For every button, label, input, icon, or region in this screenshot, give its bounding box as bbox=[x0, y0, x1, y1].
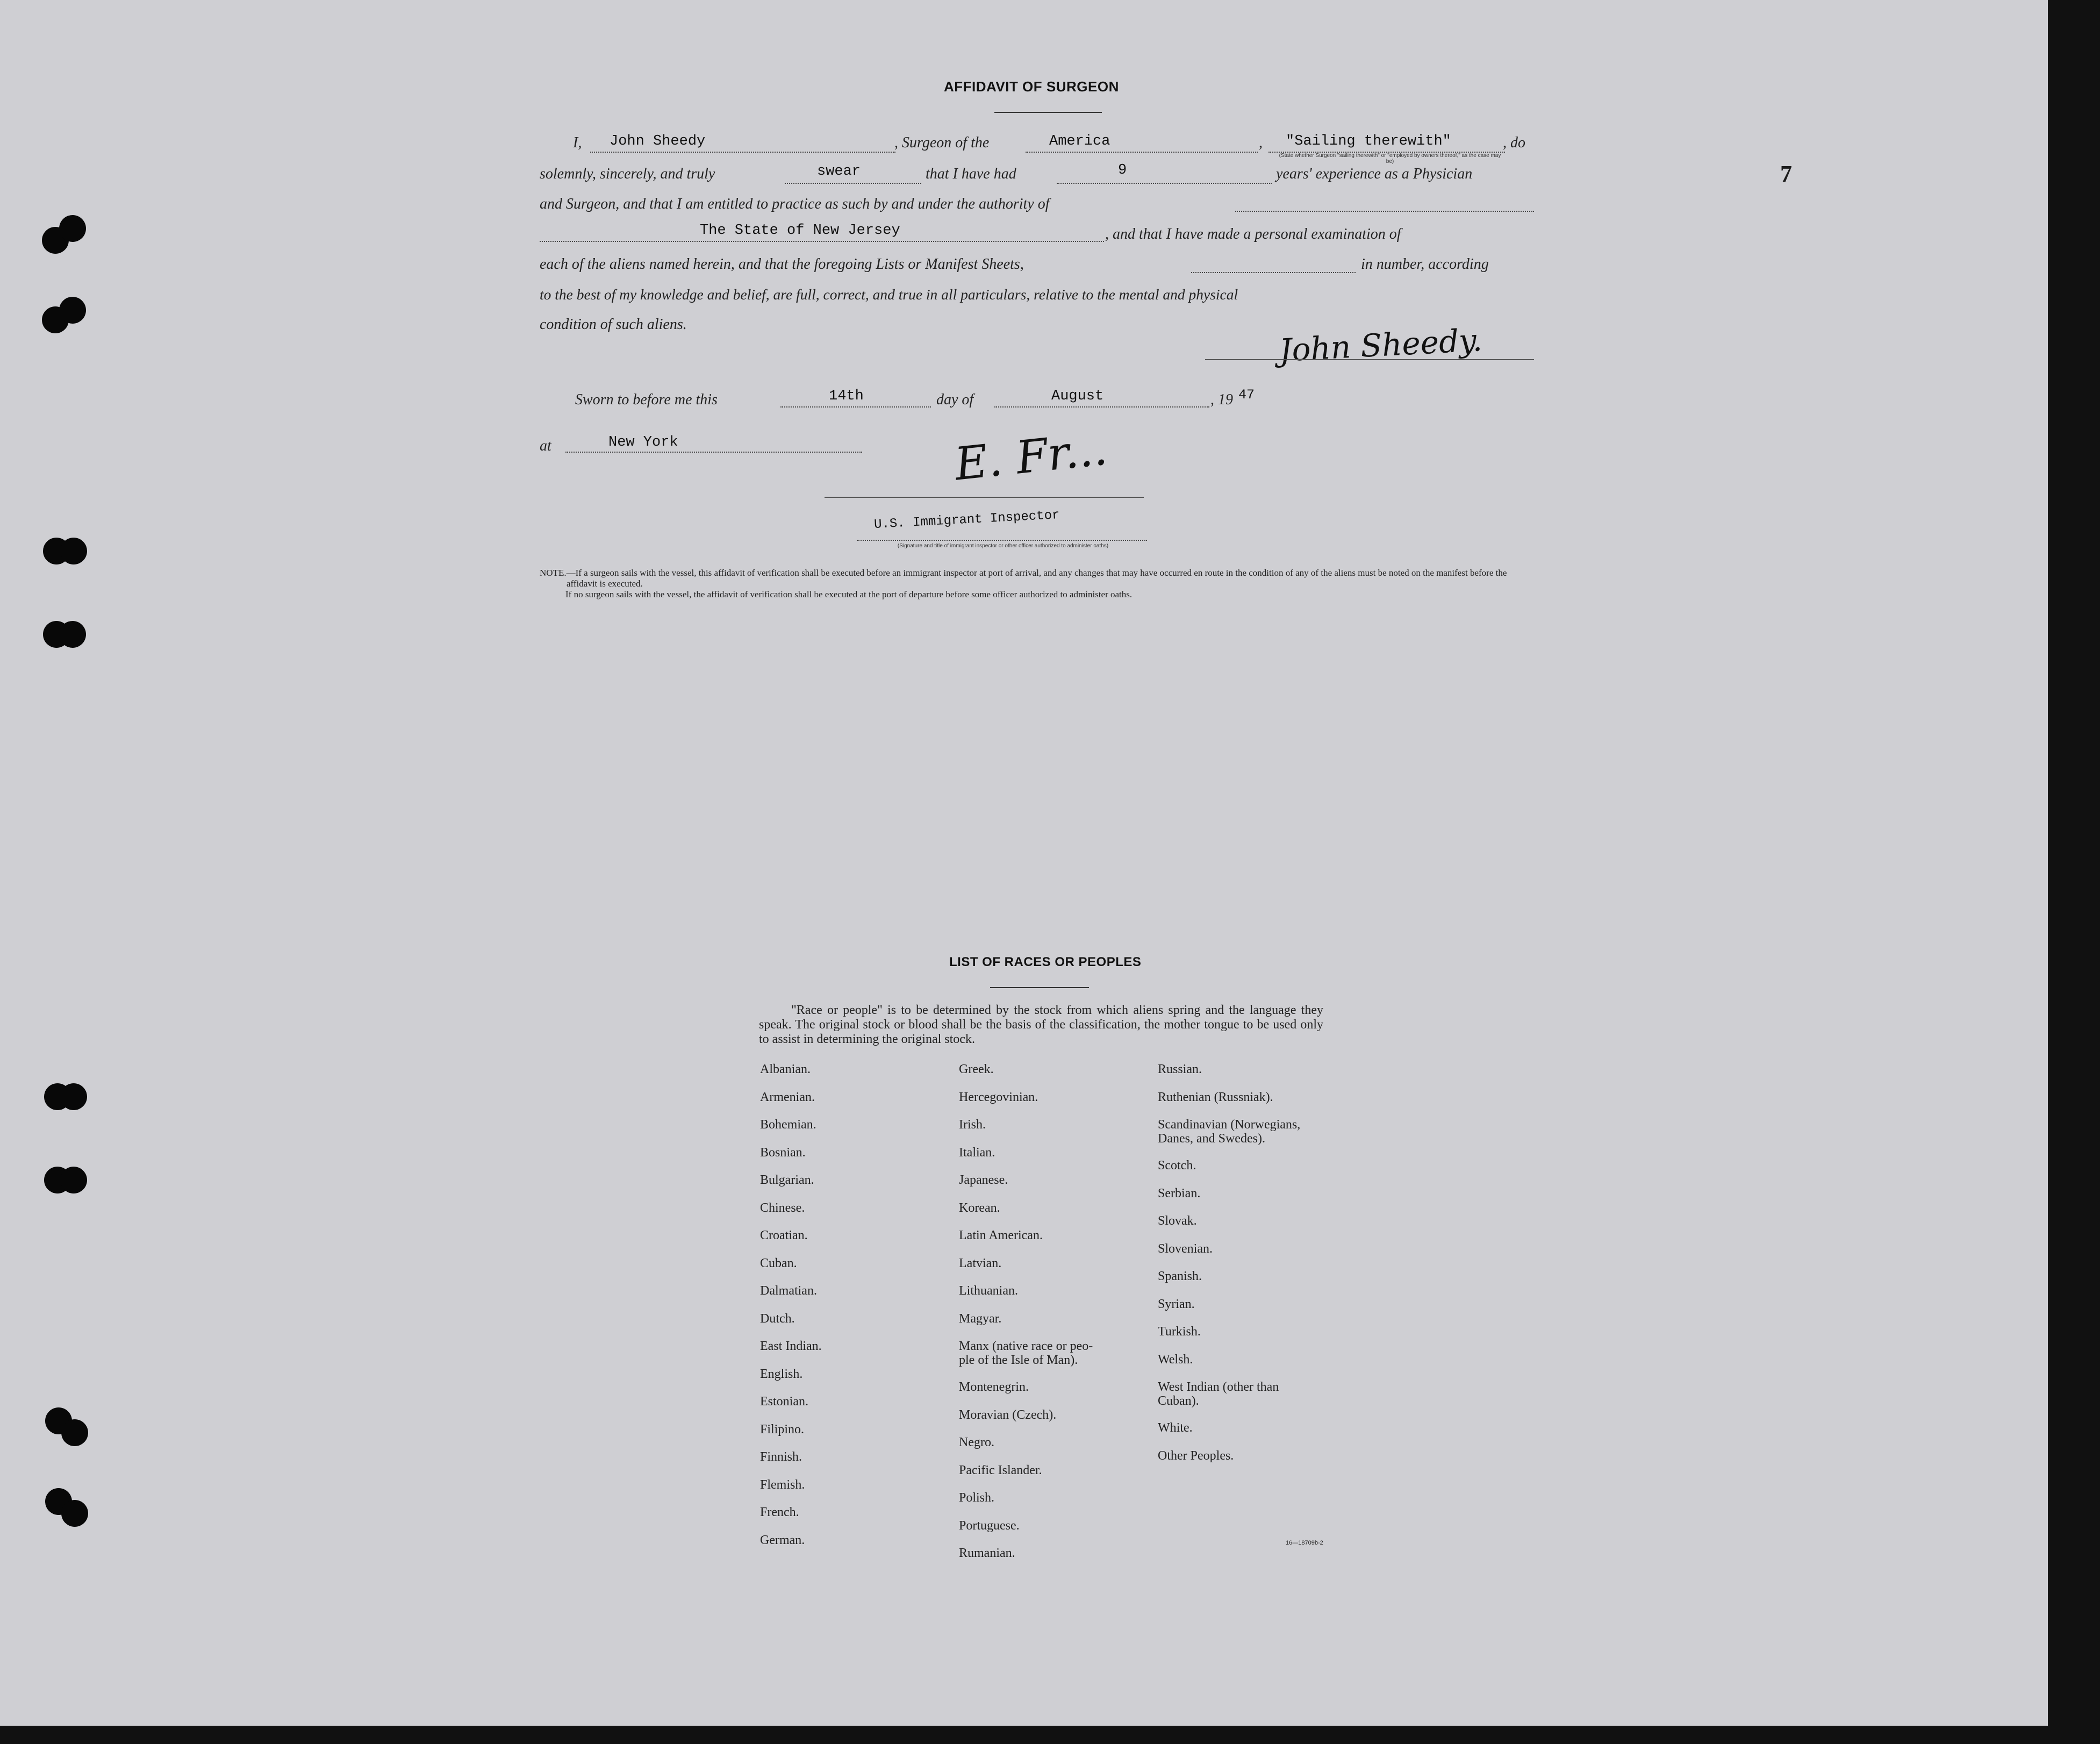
sailing-status-note: (State whether Surgeon "sailing therewith" or "employed by owners thereof," as the case may be) bbox=[1279, 153, 1501, 165]
race-item: Estonian. bbox=[760, 1395, 808, 1409]
race-item: Russian. bbox=[1158, 1062, 1202, 1076]
sailing-status-field: "Sailing therewith" bbox=[1286, 133, 1451, 149]
punch-hole bbox=[60, 538, 87, 564]
years-line bbox=[1057, 183, 1272, 184]
affidavit-line-2a: solemnly, sincerely, and truly bbox=[540, 166, 715, 182]
affidavit-note-2: If no surgeon sails with the vessel, the affidavit of verification shall be executed at the port of departure before some officer authorized to administer oaths. bbox=[565, 589, 1133, 599]
race-item: White. bbox=[1158, 1421, 1193, 1435]
authority-line-b bbox=[540, 241, 1104, 242]
punch-hole bbox=[59, 215, 86, 242]
sheets-count-line bbox=[1191, 272, 1356, 273]
oath-line bbox=[785, 183, 921, 184]
race-item: Bosnian. bbox=[760, 1145, 806, 1160]
affidavit-line-7: condition of such aliens. bbox=[540, 316, 687, 333]
sworn-day-line bbox=[780, 406, 931, 408]
ship-name-field: America bbox=[1049, 133, 1110, 149]
punch-hole bbox=[59, 297, 86, 324]
race-item: East Indian. bbox=[760, 1339, 822, 1353]
affidavit-note-1: NOTE.—If a surgeon sails with the vessel, this affidavit of verification shall be executed before an immigrant inspector at port of arrival, and any changes that may have occurred en route in the condition of any of the aliens must be noted on the manifest before the affidavit is executed. bbox=[540, 568, 1507, 589]
race-item: Portuguese. bbox=[959, 1518, 1020, 1533]
race-item: Serbian. bbox=[1158, 1186, 1201, 1200]
sworn-month-line bbox=[994, 406, 1209, 408]
inspector-title: U.S. Immigrant Inspector bbox=[873, 508, 1060, 533]
form-code: 16—18709b-2 bbox=[1286, 1540, 1323, 1546]
punch-hole bbox=[61, 1500, 88, 1527]
race-item: English. bbox=[760, 1367, 803, 1381]
at-place-field: New York bbox=[608, 434, 678, 451]
race-item: Italian. bbox=[959, 1145, 995, 1160]
sworn-month-field: August bbox=[1051, 388, 1104, 404]
affidavit-line-2b: that I have had bbox=[926, 166, 1016, 182]
page-number: 7 bbox=[1780, 161, 1792, 187]
years-field: 9 bbox=[1118, 162, 1127, 178]
sworn-year-field: 47 bbox=[1238, 387, 1255, 403]
race-item: Japanese. bbox=[959, 1173, 1008, 1187]
race-item: French. bbox=[760, 1505, 799, 1519]
race-item: Scotch. bbox=[1158, 1159, 1196, 1173]
race-item: Albanian. bbox=[760, 1062, 811, 1076]
surgeon-of-text: , Surgeon of the bbox=[894, 134, 990, 151]
race-item: Manx (native race or peo- ple of the Isle of Man). bbox=[959, 1339, 1093, 1367]
race-item: Greek. bbox=[959, 1062, 994, 1076]
inspector-line-b bbox=[857, 540, 1147, 541]
punch-hole bbox=[60, 1083, 87, 1110]
inspector-caption: (Signature and title of immigrant inspector or other officer authorized to administer oaths) bbox=[897, 543, 1109, 549]
surgeon-signature: John Sheedy. bbox=[1278, 321, 1483, 369]
sworn-year-prefix: , 19 bbox=[1210, 391, 1233, 408]
race-item: German. bbox=[760, 1533, 805, 1547]
race-item: Slovak. bbox=[1158, 1214, 1197, 1228]
at-place-line bbox=[565, 452, 862, 453]
scan-edge-right bbox=[2048, 0, 2100, 1744]
race-item: Latvian. bbox=[959, 1256, 1002, 1270]
race-item: Croatian. bbox=[760, 1228, 808, 1242]
inspector-signature: E. Fr... bbox=[952, 422, 1110, 491]
affidavit-line-4: , and that I have made a personal examination of bbox=[1105, 226, 1401, 242]
sworn-day-field: 14th bbox=[829, 388, 864, 404]
surgeon-name-field: John Sheedy bbox=[610, 133, 706, 149]
race-item: Lithuanian. bbox=[959, 1284, 1018, 1298]
punch-hole bbox=[59, 621, 86, 648]
race-item: Cuban. bbox=[760, 1256, 797, 1270]
title-underline bbox=[994, 112, 1102, 113]
oath-field: swear bbox=[817, 163, 861, 180]
affidavit-line-2c: years' experience as a Physician bbox=[1276, 166, 1473, 182]
race-item: Pacific Islander. bbox=[959, 1463, 1042, 1477]
race-item: Rumanian. bbox=[959, 1546, 1015, 1560]
punch-hole bbox=[60, 1167, 87, 1193]
race-item: Other Peoples. bbox=[1158, 1448, 1234, 1463]
race-item: Filipino. bbox=[760, 1422, 805, 1436]
race-item: Negro. bbox=[959, 1435, 994, 1449]
punch-hole bbox=[61, 1419, 88, 1446]
race-item: Turkish. bbox=[1158, 1325, 1201, 1339]
race-item: Magyar. bbox=[959, 1311, 1002, 1326]
race-item: West Indian (other than Cuban). bbox=[1158, 1380, 1279, 1408]
race-item: Montenegrin. bbox=[959, 1380, 1029, 1394]
race-item: Welsh. bbox=[1158, 1352, 1193, 1367]
authority-line-a bbox=[1235, 211, 1534, 212]
race-item: Polish. bbox=[959, 1491, 995, 1505]
comma-text: , bbox=[1259, 134, 1263, 151]
scan-edge-bottom bbox=[0, 1726, 2100, 1744]
race-item: Chinese. bbox=[760, 1200, 805, 1215]
affidavit-line-5b: in number, according bbox=[1361, 256, 1489, 273]
races-title: LIST OF RACES OR PEOPLES bbox=[949, 955, 1142, 969]
sworn-text-b: day of bbox=[936, 391, 974, 408]
race-item: Moravian (Czech). bbox=[959, 1407, 1057, 1422]
race-item: Finnish. bbox=[760, 1450, 802, 1464]
affidavit-pre-name: I, bbox=[573, 134, 582, 151]
races-intro: "Race or people" is to be determined by the stock from which aliens spring and the language they speak. The original stock or blood shall be the basis of the classification, the mother tongue to be used only to assist in determining the original stock. bbox=[759, 1003, 1323, 1046]
ship-line bbox=[1026, 152, 1258, 153]
race-item: Irish. bbox=[959, 1118, 986, 1132]
surgeon-signature-line bbox=[1205, 359, 1534, 360]
authority-field: The State of New Jersey bbox=[700, 223, 900, 239]
race-item: Latin American. bbox=[959, 1228, 1043, 1242]
race-item: Scandinavian (Norwegians, Danes, and Swedes). bbox=[1158, 1118, 1301, 1146]
races-title-underline bbox=[990, 987, 1089, 988]
race-item: Armenian. bbox=[760, 1090, 815, 1104]
inspector-line-a bbox=[825, 497, 1144, 498]
sworn-text-a: Sworn to before me this bbox=[575, 391, 718, 408]
surgeon-name-line bbox=[590, 152, 895, 153]
race-item: Dalmatian. bbox=[760, 1284, 817, 1298]
race-item: Korean. bbox=[959, 1200, 1000, 1215]
affidavit-line-3: and Surgeon, and that I am entitled to practice as such by and under the authority of bbox=[540, 196, 1050, 212]
race-item: Bohemian. bbox=[760, 1118, 816, 1132]
affidavit-line-6: to the best of my knowledge and belief, are full, correct, and true in all particulars, relative to the mental and physical bbox=[540, 286, 1238, 303]
affidavit-line-5a: each of the aliens named herein, and that the foregoing Lists or Manifest Sheets, bbox=[540, 256, 1024, 273]
race-item: Dutch. bbox=[760, 1311, 795, 1326]
race-item: Syrian. bbox=[1158, 1297, 1195, 1311]
race-item: Bulgarian. bbox=[760, 1173, 814, 1187]
do-text: , do bbox=[1503, 134, 1525, 151]
race-item: Flemish. bbox=[760, 1477, 805, 1492]
at-label: at bbox=[540, 438, 551, 454]
race-item: Hercegovinian. bbox=[959, 1090, 1038, 1104]
affidavit-title: AFFIDAVIT OF SURGEON bbox=[944, 78, 1119, 95]
race-item: Ruthenian (Russniak). bbox=[1158, 1090, 1273, 1104]
race-item: Spanish. bbox=[1158, 1269, 1202, 1283]
race-item: Slovenian. bbox=[1158, 1241, 1213, 1256]
